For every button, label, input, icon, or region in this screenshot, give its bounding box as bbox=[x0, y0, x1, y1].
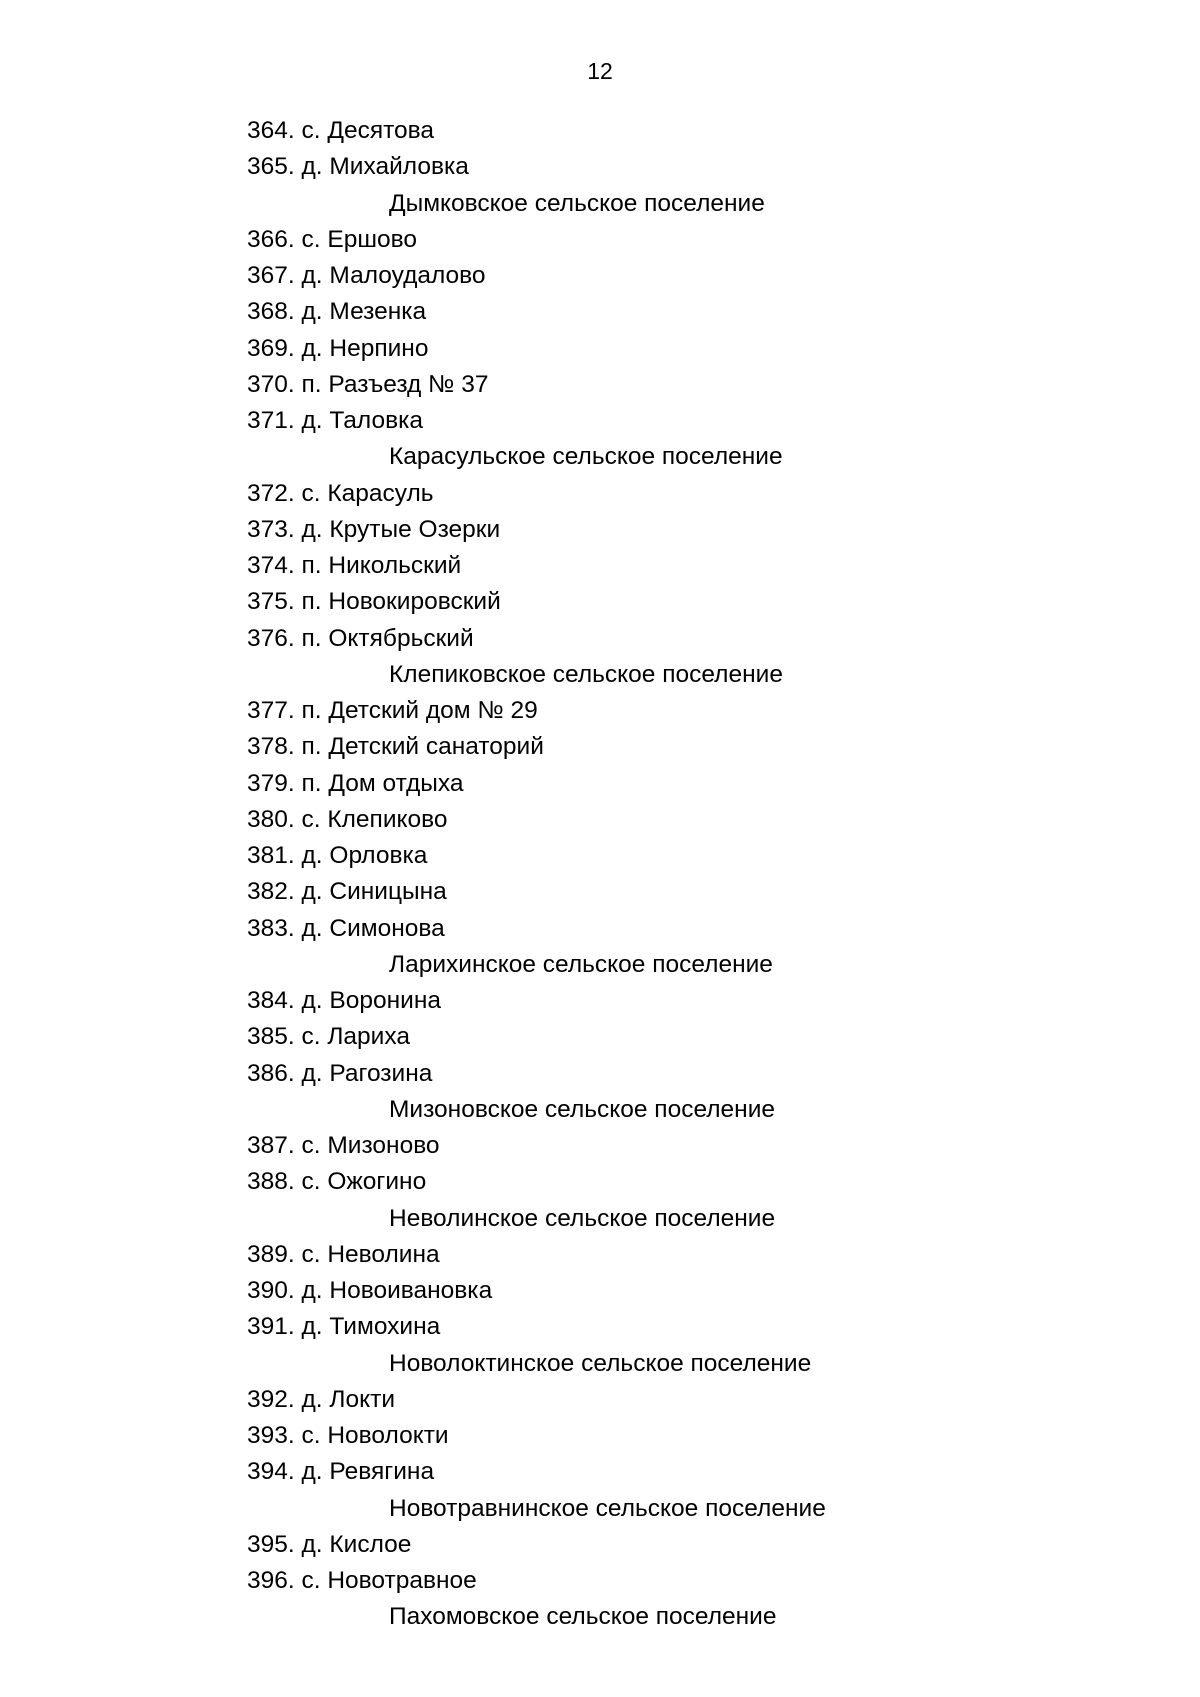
settlement-list-item: 371. д. Таловка bbox=[247, 407, 423, 434]
settlement-list-item: 388. с. Ожогино bbox=[247, 1168, 427, 1196]
settlement-list-item: 386. д. Рагозина bbox=[247, 1059, 433, 1087]
settlement-list-item: 392. д. Локти bbox=[247, 1385, 396, 1413]
settlement-group-heading: Новотравнинское сельское поселение bbox=[389, 1494, 826, 1522]
settlement-list-item: 372. с. Карасуль bbox=[247, 479, 434, 507]
settlement-list-item: 364. с. Десятова bbox=[247, 117, 435, 144]
page-number: 12 bbox=[587, 58, 613, 84]
settlement-group-heading: Ларихинское сельское поселение bbox=[389, 950, 773, 978]
settlement-list-item: 365. д. Михайловка bbox=[247, 153, 469, 181]
settlement-list-item: 377. п. Детский дом № 29 bbox=[247, 697, 538, 724]
settlement-list bbox=[0, 113, 1200, 1636]
settlement-list-item: 382. д. Синицына bbox=[247, 878, 447, 906]
settlement-list-item: 385. с. Лариха bbox=[247, 1023, 410, 1051]
settlement-list-item: 369. д. Нерпино bbox=[247, 334, 429, 362]
settlement-list-item: 394. д. Ревягина bbox=[247, 1458, 435, 1486]
settlement-group-heading: Новолоктинское сельское поселение bbox=[389, 1349, 812, 1377]
settlement-list-item: 384. д. Воронина bbox=[247, 987, 441, 1014]
settlement-list-item: 379. п. Дом отдыха bbox=[247, 769, 464, 797]
settlement-list-item: 366. с. Ершово bbox=[247, 225, 417, 253]
settlement-list-item: 368. д. Мезенка bbox=[247, 298, 427, 326]
settlement-group-heading: Неволинское сельское поселение bbox=[389, 1204, 776, 1232]
settlement-group-heading: Пахомовское сельское поселение bbox=[389, 1603, 777, 1631]
settlement-list-item: 395. д. Кислое bbox=[247, 1530, 412, 1558]
settlement-list-item: 380. с. Клепиково bbox=[247, 805, 448, 833]
settlement-group-heading: Дымковское сельское поселение bbox=[389, 189, 765, 217]
settlement-list-item: 389. с. Неволина bbox=[247, 1240, 440, 1268]
settlement-list-item: 375. п. Новокировский bbox=[247, 588, 501, 616]
settlement-list-item: 390. д. Новоивановка bbox=[247, 1277, 493, 1304]
settlement-list-item: 383. д. Симонова bbox=[247, 914, 445, 942]
settlement-list-item: 396. с. Новотравное bbox=[247, 1567, 477, 1594]
settlement-list-item: 376. п. Октябрьский bbox=[247, 624, 474, 652]
settlement-group-heading: Карасульское сельское поселение bbox=[389, 443, 783, 471]
settlement-list-item: 370. п. Разъезд № 37 bbox=[247, 370, 489, 398]
settlement-list-item: 373. д. Крутые Озерки bbox=[247, 515, 501, 543]
settlement-list-item: 381. д. Орловка bbox=[247, 842, 428, 869]
settlement-group-heading: Мизоновское сельское поселение bbox=[389, 1095, 776, 1123]
settlement-list-item: 378. п. Детский санаторий bbox=[247, 733, 544, 761]
settlement-list-item: 367. д. Малоудалово bbox=[247, 262, 486, 289]
settlement-list-item: 387. с. Мизоново bbox=[247, 1132, 440, 1159]
settlement-list-item: 391. д. Тимохина bbox=[247, 1313, 441, 1341]
settlement-group-heading: Клепиковское сельское поселение bbox=[389, 660, 783, 688]
settlement-list-item: 393. с. Новолокти bbox=[247, 1422, 449, 1449]
settlement-list-item: 374. п. Никольский bbox=[247, 552, 462, 579]
